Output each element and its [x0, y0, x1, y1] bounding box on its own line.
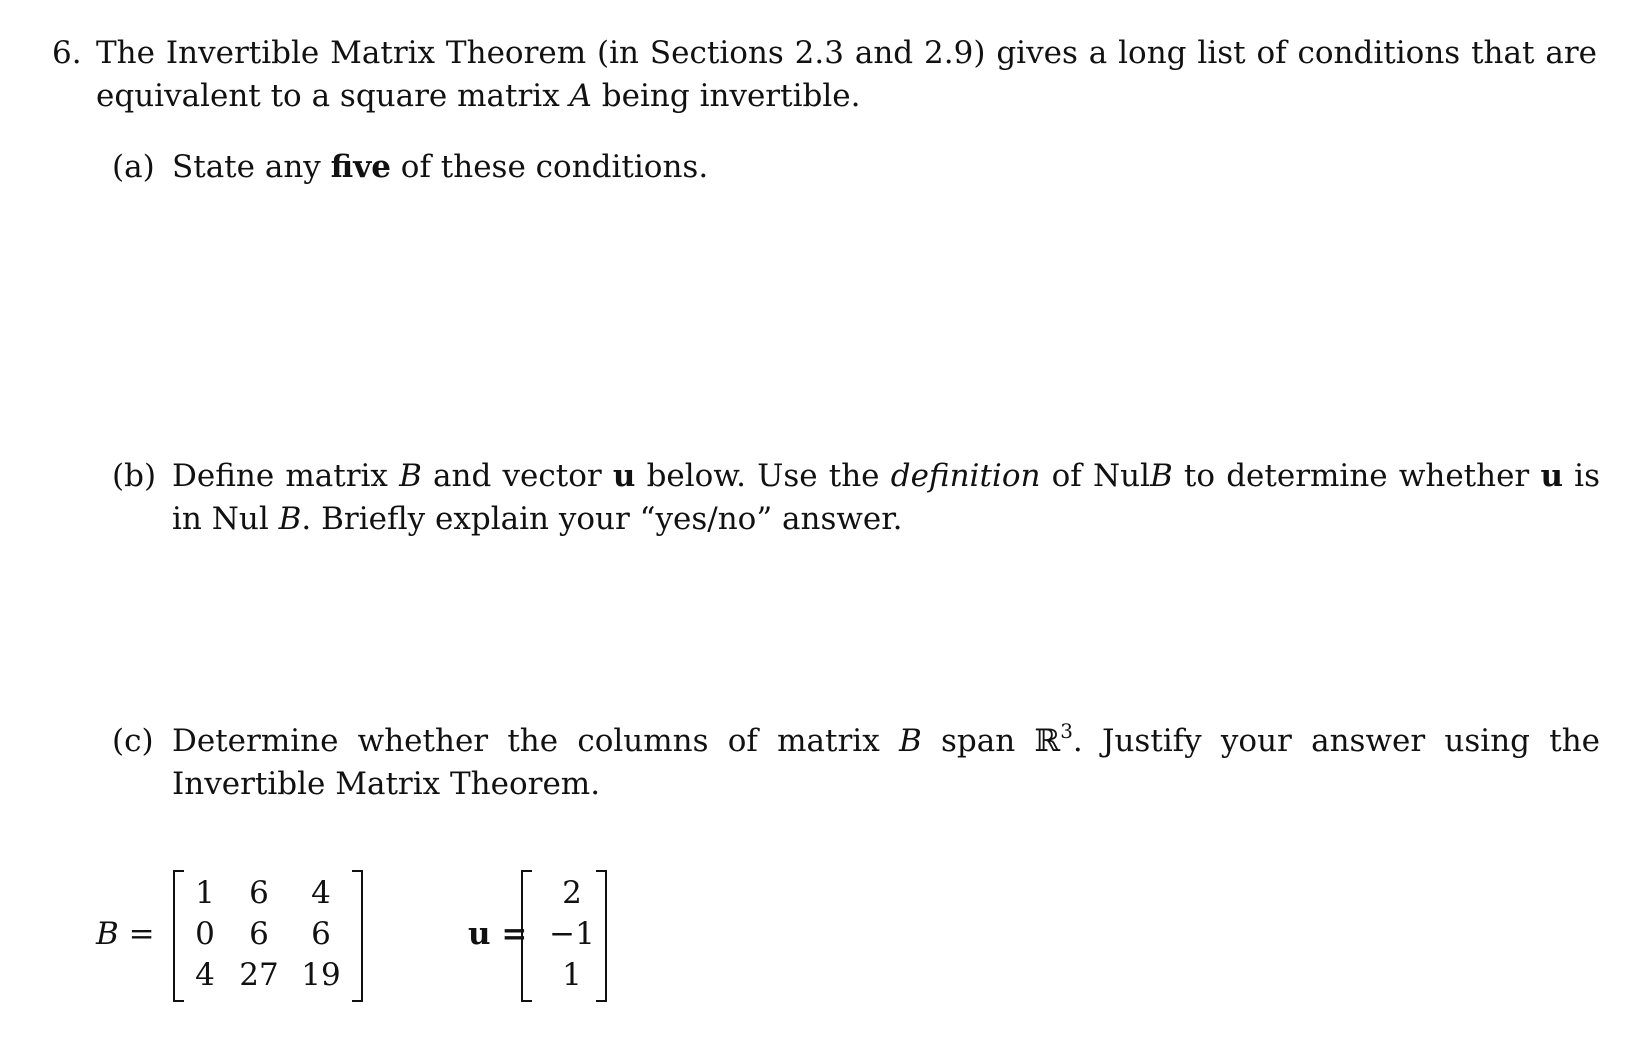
- part-b-label: (b): [112, 458, 157, 494]
- part-b-text: [172, 455, 1600, 541]
- part-b: [112, 455, 1600, 541]
- definition-emphasis: definition: [890, 458, 1041, 494]
- matrix-b-cell: 19: [301, 957, 341, 993]
- part-c-text: [172, 720, 1600, 806]
- matrix-b-cell: 0: [195, 916, 215, 952]
- stem-line-2-end: being invertible.: [601, 78, 861, 114]
- part-a-emphasis: five: [330, 149, 391, 185]
- matrix-b-symbol: B: [898, 723, 922, 759]
- part-a-text-1: State any: [172, 149, 321, 185]
- stem-line-1: The Invertible Matrix Theorem (in Sections 2.3 and 2.9) gives a long list of conditions that are: [96, 35, 1597, 71]
- part-a-text: [172, 146, 1600, 189]
- matrix-b-equals: B =: [96, 916, 155, 952]
- part-b-text-2: and vector: [433, 458, 602, 494]
- part-c-text-2: . Justify your answer using the Invertible: [172, 723, 1601, 802]
- matrix-b-label: [96, 913, 155, 956]
- vector-u-cell: 2: [562, 875, 582, 911]
- matrix-b-cell: 4: [311, 875, 331, 911]
- vector-u-left-bracket: [521, 870, 532, 1002]
- part-b-text-8: . Briefly explain your “yes/no” answer.: [301, 501, 903, 537]
- part-a: [112, 146, 1600, 189]
- problem-6: [52, 32, 1597, 118]
- matrix-b-symbol: B: [1149, 458, 1173, 494]
- matrix-b-right-bracket: [352, 870, 363, 1002]
- part-a-text-2: of these conditions.: [400, 149, 709, 185]
- part-b-text-5: to determine whether: [1183, 458, 1530, 494]
- part-c-text-1: Determine whether the columns of matrix: [172, 723, 880, 759]
- matrix-b-cell: 6: [311, 916, 331, 952]
- vector-u-cell: −1: [549, 916, 595, 952]
- part-b-text-3: below. Use the: [646, 458, 880, 494]
- part-b-text-4: of Nul: [1051, 458, 1150, 494]
- real-space-symbol: span ℝ: [940, 723, 1061, 759]
- matrix-b-cell: 6: [249, 916, 269, 952]
- dimension-superscript: 3: [1060, 718, 1073, 743]
- problem-statement: [96, 32, 1597, 118]
- matrix-b-symbol: B: [399, 458, 422, 494]
- vector-u-label: [468, 913, 527, 956]
- vector-u-symbol: u: [612, 458, 636, 494]
- part-b-text-1: Define matrix: [172, 458, 388, 494]
- part-a-label: (a): [112, 149, 155, 185]
- matrix-a-symbol: A: [569, 78, 592, 114]
- matrix-b-cell: 27: [239, 957, 279, 993]
- problem-number: 6.: [52, 35, 82, 71]
- matrix-b-cell: 4: [195, 957, 215, 993]
- part-c-label: (c): [112, 723, 154, 759]
- part-b-text-7: Nul: [211, 501, 269, 537]
- part-c-text-3: Matrix Theorem.: [335, 766, 601, 802]
- matrix-b-symbol: B: [278, 501, 302, 537]
- vector-u-cell: 1: [562, 957, 582, 993]
- matrix-b-cell: 1: [195, 875, 215, 911]
- matrix-b-cell: 6: [249, 875, 269, 911]
- vector-u-symbol: u: [1540, 458, 1563, 494]
- part-c: [112, 720, 1600, 806]
- part-b-text-6: is in: [172, 458, 1600, 537]
- vector-u-equals: u =: [468, 916, 528, 952]
- stem-line-2: equivalent to a square matrix: [96, 78, 560, 114]
